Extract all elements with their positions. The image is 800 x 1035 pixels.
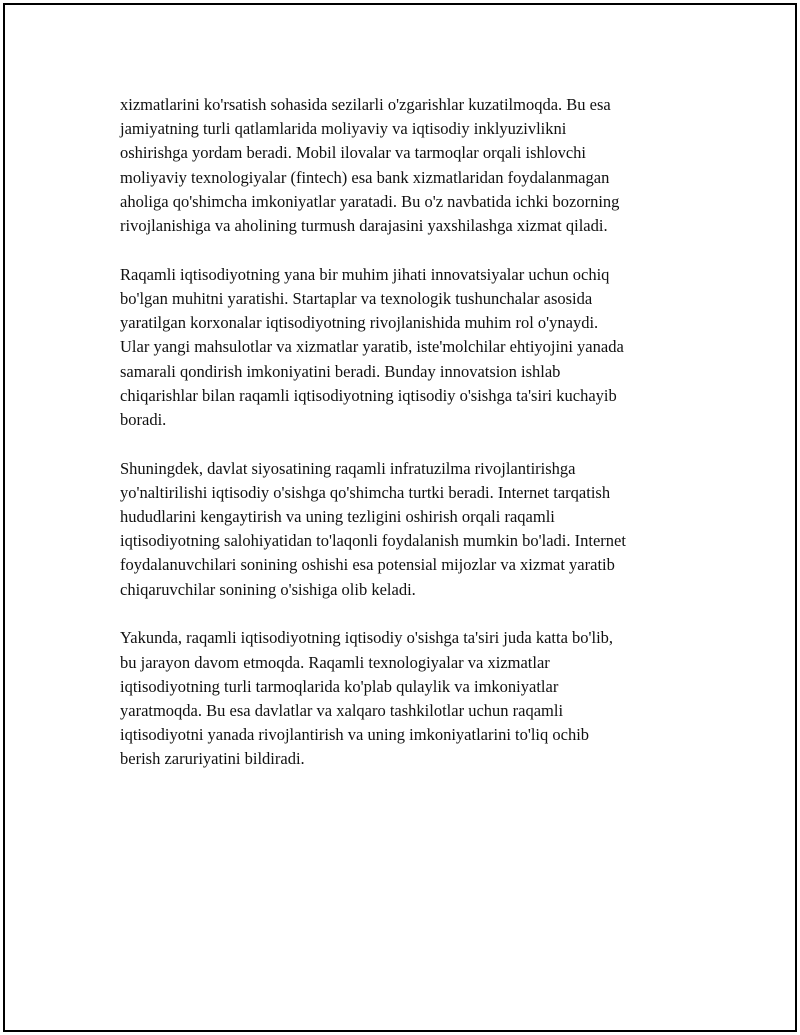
document-body (120, 93, 700, 796)
page-frame (3, 3, 797, 1032)
paragraph: Raqamli iqtisodiyotning yana bir muhim jihati innovatsiyalar uchun ochiq bo'lgan muhitni yaratishi. Startaplar va texnologik tushunchalar asosida yaratilgan korxonalar iqtisodiyotning rivojlanishida muhim rol o'ynaydi. Ular yangi mahsulotlar va xizmatlar yaratib, iste'molchilar ehtiyojini yanada samarali qondirish imkoniyatini beradi. Bunday innovatsion ishlab chiqarishlar bilan raqamli iqtisodiyotning iqtisodiy o'sishga ta'siri kuchayib boradi. (120, 264, 624, 429)
paragraph: Yakunda, raqamli iqtisodiyotning iqtisodiy o'sishga ta'siri juda katta bo'lib, bu jarayon davom etmoqda. Raqamli texnologiyalar va xizmatlar iqtisodiyotning turli tarmoqlarida ko'plab qulaylik va imkoniyatlar yaratmoqda. Bu esa davlatlar va xalqaro tashkilotlar uchun raqamli iqtisodiyotni yanada rivojlantirish va uning imkoniyatlarini to'liq ochib berish zaruriyatini bildiradi. (120, 628, 614, 769)
paragraph: xizmatlarini ko'rsatish sohasida sezilarli o'zgarishlar kuzatilmoqda. Bu esa jamiyatning turli qatlamlarida moliyaviy va iqtisodiy inklyuzivlikni oshirishga yordam beradi. Mobil ilovalar va tarmoqlar orqali ishlovchi moliyaviy texnologiyalar (fintech) esa bank xizmatlaridan foydalanmagan aholiga qo'shimcha imkoniyatlar yaratadi. Bu o'z navbatida ichki bozorning rivojlanishiga va aholining turmush darajasini yaxshilashga xizmat qiladi. (120, 95, 620, 236)
paragraph: Shuningdek, davlat siyosatining raqamli infratuzilma rivojlantirishga yo'naltirilishi iqtisodiy o'sishga qo'shimcha turtki beradi. Internet tarqatish hududlarini kengaytirish va uning tezligini oshirish orqali raqamli iqtisodiyotning salohiyatidan to'laqonli foydalanish mumkin bo'ladi. Internet foydalanuvchilari sonining oshishi esa potensial mijozlar va xizmat yaratib chiqaruvchilar sonining o'sishiga olib keladi. (120, 458, 626, 599)
